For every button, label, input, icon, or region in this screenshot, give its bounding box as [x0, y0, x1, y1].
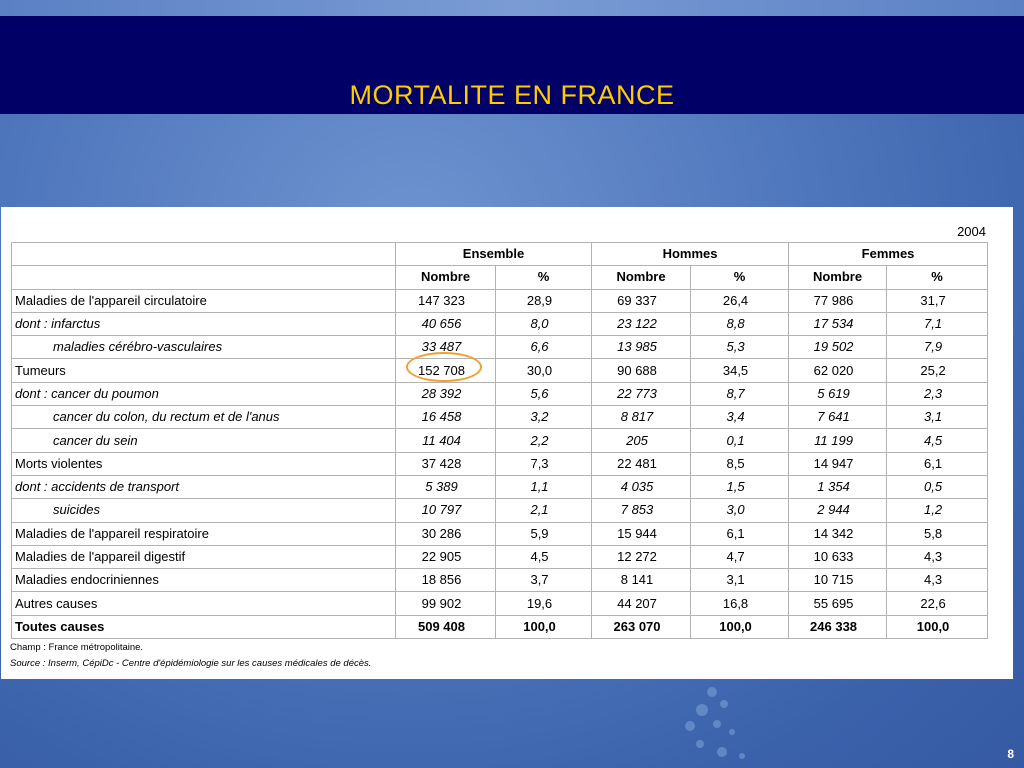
value-cell: 16 458 [396, 406, 496, 429]
value-cell: 7,9 [887, 336, 988, 359]
group-header-row [12, 243, 988, 266]
highlight-circle [406, 352, 482, 382]
value-cell: 5,9 [496, 522, 592, 545]
value-cell: 22 905 [396, 545, 496, 568]
value-cell: 0,5 [887, 475, 988, 498]
value-cell: 90 688 [592, 359, 691, 382]
row-label: Autres causes [12, 592, 396, 615]
value-cell: 40 656 [396, 312, 496, 335]
value-cell: 14 947 [789, 452, 887, 475]
value-cell: 152 708 [396, 359, 496, 382]
value-cell: 14 342 [789, 522, 887, 545]
value-cell: 99 902 [396, 592, 496, 615]
value-cell: 100,0 [691, 615, 789, 638]
value-cell: 28 392 [396, 382, 496, 405]
table-row [12, 522, 988, 545]
value-cell: 1,5 [691, 475, 789, 498]
value-cell: 5,6 [496, 382, 592, 405]
table-row [12, 336, 988, 359]
value-cell: 10 715 [789, 569, 887, 592]
subheader-cell: Nombre [789, 266, 887, 289]
table-row [12, 615, 988, 638]
group-header-femmes: Femmes [789, 243, 988, 266]
value-cell: 10 633 [789, 545, 887, 568]
row-label: Maladies de l'appareil respiratoire [12, 522, 396, 545]
value-cell: 8,0 [496, 312, 592, 335]
value-cell: 19,6 [496, 592, 592, 615]
decorative-swirl [672, 682, 762, 768]
value-cell: 23 122 [592, 312, 691, 335]
row-label: cancer du sein [12, 429, 396, 452]
row-label: Maladies de l'appareil circulatoire [12, 289, 396, 312]
table-row [12, 499, 988, 522]
value-cell: 10 797 [396, 499, 496, 522]
value-cell: 100,0 [887, 615, 988, 638]
value-cell: 62 020 [789, 359, 887, 382]
value-cell: 3,7 [496, 569, 592, 592]
value-cell: 12 272 [592, 545, 691, 568]
value-cell: 30 286 [396, 522, 496, 545]
year-label: 2004 [957, 224, 986, 239]
table-panel [1, 207, 1013, 679]
table-row [12, 382, 988, 405]
value-cell: 509 408 [396, 615, 496, 638]
value-cell: 2 944 [789, 499, 887, 522]
value-cell: 4,7 [691, 545, 789, 568]
value-cell: 15 944 [592, 522, 691, 545]
value-cell: 0,1 [691, 429, 789, 452]
subheader-cell: % [691, 266, 789, 289]
value-cell: 147 323 [396, 289, 496, 312]
top-strip [0, 0, 1024, 16]
slide-title: MORTALITE EN FRANCE [349, 80, 675, 110]
value-cell: 3,1 [691, 569, 789, 592]
table-body [12, 289, 988, 638]
value-cell: 44 207 [592, 592, 691, 615]
value-cell: 7 853 [592, 499, 691, 522]
row-label: Maladies endocriniennes [12, 569, 396, 592]
value-cell: 8 817 [592, 406, 691, 429]
value-cell: 25,2 [887, 359, 988, 382]
value-cell: 5,3 [691, 336, 789, 359]
row-label: Maladies de l'appareil digestif [12, 545, 396, 568]
table-row [12, 359, 988, 382]
value-cell: 8 141 [592, 569, 691, 592]
value-cell: 28,9 [496, 289, 592, 312]
value-cell: 4,5 [887, 429, 988, 452]
row-label: maladies cérébro-vasculaires [12, 336, 396, 359]
row-label: cancer du colon, du rectum et de l'anus [12, 406, 396, 429]
value-cell: 1,1 [496, 475, 592, 498]
row-label: Tumeurs [12, 359, 396, 382]
value-cell: 3,2 [496, 406, 592, 429]
value-cell: 33 487 [396, 336, 496, 359]
value-cell: 37 428 [396, 452, 496, 475]
table-row [12, 545, 988, 568]
value-cell: 16,8 [691, 592, 789, 615]
value-cell: 263 070 [592, 615, 691, 638]
table-row [12, 312, 988, 335]
value-cell: 26,4 [691, 289, 789, 312]
empty-header-cell [12, 243, 396, 266]
table-row [12, 475, 988, 498]
value-cell: 205 [592, 429, 691, 452]
value-cell: 17 534 [789, 312, 887, 335]
value-cell: 7,3 [496, 452, 592, 475]
mortality-table [11, 242, 988, 639]
table-row [12, 289, 988, 312]
value-cell: 8,8 [691, 312, 789, 335]
value-cell: 34,5 [691, 359, 789, 382]
table-row [12, 429, 988, 452]
row-label: dont : infarctus [12, 312, 396, 335]
table-row [12, 569, 988, 592]
value-cell: 100,0 [496, 615, 592, 638]
subheader-cell: Nombre [592, 266, 691, 289]
value-cell: 22,6 [887, 592, 988, 615]
value-cell: 5 389 [396, 475, 496, 498]
row-label: dont : cancer du poumon [12, 382, 396, 405]
row-label: Morts violentes [12, 452, 396, 475]
row-label: Toutes causes [12, 615, 396, 638]
value-cell: 11 199 [789, 429, 887, 452]
subheader-cell: % [887, 266, 988, 289]
group-header-ensemble: Ensemble [396, 243, 592, 266]
value-cell: 5 619 [789, 382, 887, 405]
value-cell: 77 986 [789, 289, 887, 312]
value-cell: 7,1 [887, 312, 988, 335]
value-cell: 6,1 [887, 452, 988, 475]
value-cell: 22 773 [592, 382, 691, 405]
value-cell: 3,1 [887, 406, 988, 429]
value-cell: 19 502 [789, 336, 887, 359]
value-cell: 18 856 [396, 569, 496, 592]
value-cell: 6,6 [496, 336, 592, 359]
value-cell: 2,3 [887, 382, 988, 405]
value-cell: 8,5 [691, 452, 789, 475]
subheader-row [12, 266, 988, 289]
row-label: suicides [12, 499, 396, 522]
value-cell: 3,0 [691, 499, 789, 522]
value-cell: 55 695 [789, 592, 887, 615]
value-cell: 4 035 [592, 475, 691, 498]
row-label: dont : accidents de transport [12, 475, 396, 498]
value-cell: 7 641 [789, 406, 887, 429]
empty-subheader-cell [12, 266, 396, 289]
note-source: Source : Inserm, CépiDc - Centre d'épidémiologie sur les causes médicales de décès. [10, 658, 372, 669]
value-cell: 246 338 [789, 615, 887, 638]
value-cell: 22 481 [592, 452, 691, 475]
value-cell: 3,4 [691, 406, 789, 429]
table-row [12, 406, 988, 429]
value-cell: 2,1 [496, 499, 592, 522]
value-cell: 1 354 [789, 475, 887, 498]
value-cell: 2,2 [496, 429, 592, 452]
value-cell: 31,7 [887, 289, 988, 312]
value-cell: 1,2 [887, 499, 988, 522]
value-cell: 4,3 [887, 569, 988, 592]
value-cell: 4,3 [887, 545, 988, 568]
note-champ: Champ : France métropolitaine. [10, 642, 144, 653]
value-cell: 11 404 [396, 429, 496, 452]
page-number: 8 [1007, 747, 1014, 761]
value-cell: 8,7 [691, 382, 789, 405]
value-cell: 4,5 [496, 545, 592, 568]
group-header-hommes: Hommes [592, 243, 789, 266]
value-cell: 5,8 [887, 522, 988, 545]
value-cell: 30,0 [496, 359, 592, 382]
subheader-cell: % [496, 266, 592, 289]
value-cell: 6,1 [691, 522, 789, 545]
table-row [12, 452, 988, 475]
value-cell: 13 985 [592, 336, 691, 359]
subheader-cell: Nombre [396, 266, 496, 289]
table-row [12, 592, 988, 615]
value-cell: 69 337 [592, 289, 691, 312]
